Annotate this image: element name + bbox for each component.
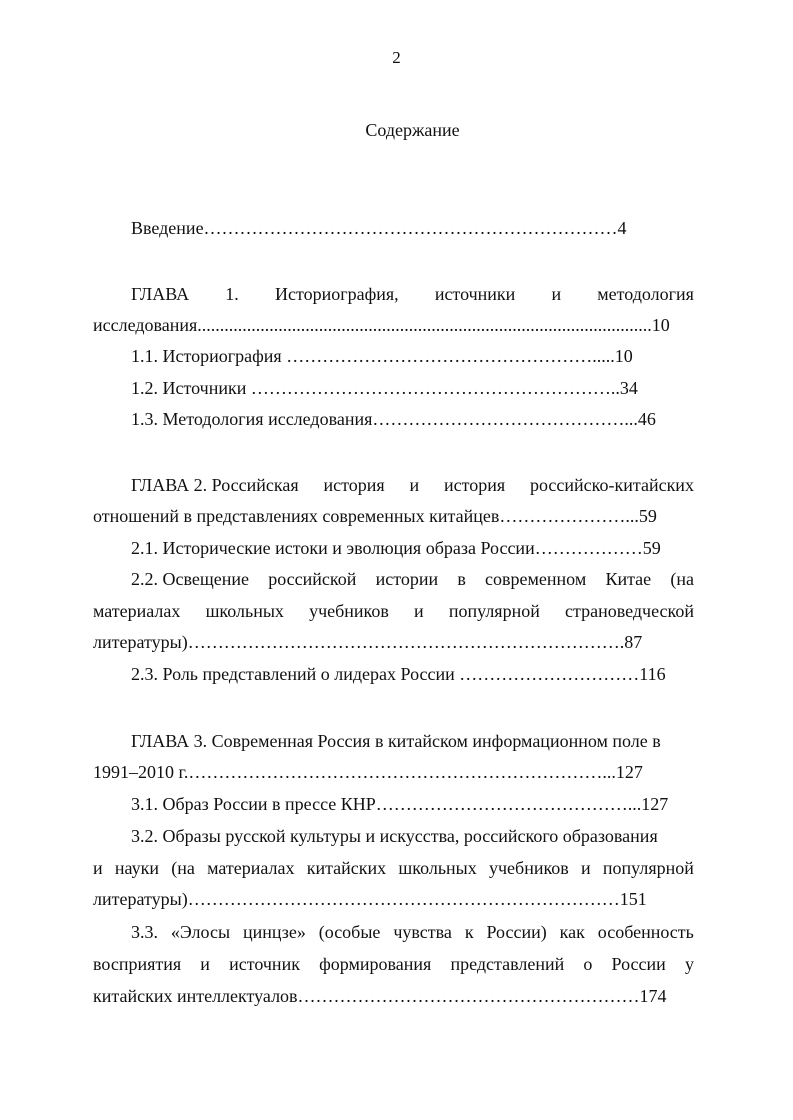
toc-word: 1. — [225, 284, 239, 304]
toc-word: школьных — [205, 601, 284, 621]
toc-word: и — [200, 954, 210, 974]
document-title: Содержание — [365, 120, 460, 140]
toc-word: история — [323, 475, 385, 495]
toc-word: современном — [485, 569, 587, 589]
toc-entry-1-3[interactable]: 1.3. Методология исследования……………………………………...46 — [131, 409, 656, 429]
toc-word: в — [457, 569, 466, 589]
toc-word: ГЛАВА 2. Российская — [131, 475, 299, 495]
toc-word: и — [414, 601, 424, 621]
toc-word: и — [409, 475, 420, 495]
toc-entry-chapter-1-line1[interactable] — [131, 283, 694, 305]
toc-entry-chapter-3-line2[interactable]: 1991–2010 г.……………………………………………………………...127 — [93, 762, 643, 782]
toc-entry-chapter-2-line1[interactable] — [131, 474, 694, 496]
toc-word: и — [551, 284, 562, 304]
toc-entry-2-2-line3[interactable]: литературы)……………………………………………………………….87 — [93, 632, 643, 652]
toc-word: Историография, — [274, 284, 399, 304]
toc-word: особенность — [597, 922, 694, 942]
toc-word: методология — [597, 284, 694, 304]
toc-word: науки — [114, 858, 159, 878]
toc-entry-2-1[interactable]: 2.1. Исторические истоки и эволюция образа России………………59 — [131, 538, 661, 558]
toc-entry-2-2-line2[interactable] — [93, 600, 694, 622]
toc-entry-chapter-3-line1[interactable]: ГЛАВА 3. Современная Россия в китайском информационном поле в — [131, 731, 661, 751]
toc-word: популярной — [602, 858, 694, 878]
toc-word: России) — [486, 922, 547, 942]
toc-word: китайских — [306, 858, 387, 878]
toc-word: «Элосы — [170, 922, 231, 942]
toc-word: 2.2. Освещение — [131, 569, 249, 589]
toc-word: источники — [434, 284, 516, 304]
toc-word: российской — [268, 569, 357, 589]
page-number: 2 — [392, 48, 401, 67]
toc-word: к — [464, 922, 474, 942]
toc-entry-3-3-line2[interactable] — [93, 953, 694, 975]
toc-word: популярной — [448, 601, 540, 621]
toc-word: (особые — [318, 922, 381, 942]
toc-word: 3.3. — [131, 922, 158, 942]
toc-word: материалах — [93, 601, 181, 621]
toc-word: цинцзе» — [242, 922, 306, 942]
toc-word: чувства — [393, 922, 452, 942]
toc-word: у — [684, 954, 694, 974]
toc-word: школьных — [398, 858, 477, 878]
toc-entry-1-2[interactable]: 1.2. Источники ……………………………………………………..34 — [131, 378, 638, 398]
toc-word: России — [611, 954, 666, 974]
toc-word: восприятия — [93, 954, 182, 974]
toc-word: Китае — [605, 569, 652, 589]
toc-word: и — [581, 858, 591, 878]
toc-entry-2-2-line1[interactable] — [131, 568, 694, 590]
toc-word: истории — [375, 569, 439, 589]
toc-entry-3-3-line1[interactable] — [131, 921, 694, 943]
toc-word: учебников — [489, 858, 569, 878]
toc-entry-3-2-line2[interactable] — [93, 857, 694, 879]
toc-word: ГЛАВА — [131, 284, 190, 304]
toc-word: формирования — [319, 954, 432, 974]
toc-word: о — [583, 954, 593, 974]
toc-entry-2-3[interactable]: 2.3. Роль представлений о лидерах России …………………………116 — [131, 664, 666, 684]
toc-entry-3-2-line3[interactable]: литературы)………………………………………………………………151 — [93, 889, 647, 909]
toc-word: и — [93, 858, 103, 878]
toc-word: материалах — [207, 858, 295, 878]
toc-entry-3-2-line1[interactable]: 3.2. Образы русской культуры и искусства, российского образования — [131, 826, 658, 846]
toc-word: страноведческой — [565, 601, 694, 621]
toc-entry-1-1[interactable]: 1.1. Историография …………………………………………….....10 — [131, 346, 633, 366]
toc-entry-3-1[interactable]: 3.1. Образ России в прессе КНР……………………………………...127 — [131, 794, 669, 814]
toc-word: российско-китайских — [529, 475, 694, 495]
toc-entry-introduction[interactable]: Введение……………………………………………………………4 — [131, 218, 627, 238]
toc-word: (на — [670, 569, 694, 589]
toc-word: (на — [171, 858, 195, 878]
toc-entry-3-3-line3[interactable]: китайских интеллектуалов…………………………………………………174 — [93, 986, 667, 1006]
toc-entry-chapter-2-line2[interactable]: отношений в представлениях современных китайцев…………………...59 — [93, 506, 657, 526]
toc-word: учебников — [309, 601, 389, 621]
toc-word: источник — [229, 954, 300, 974]
toc-entry-chapter-1-line2[interactable]: исследования.....................................................................................................10 — [93, 315, 670, 335]
toc-word: представлений — [450, 954, 565, 974]
toc-word: как — [559, 922, 585, 942]
toc-word: история — [443, 475, 506, 495]
